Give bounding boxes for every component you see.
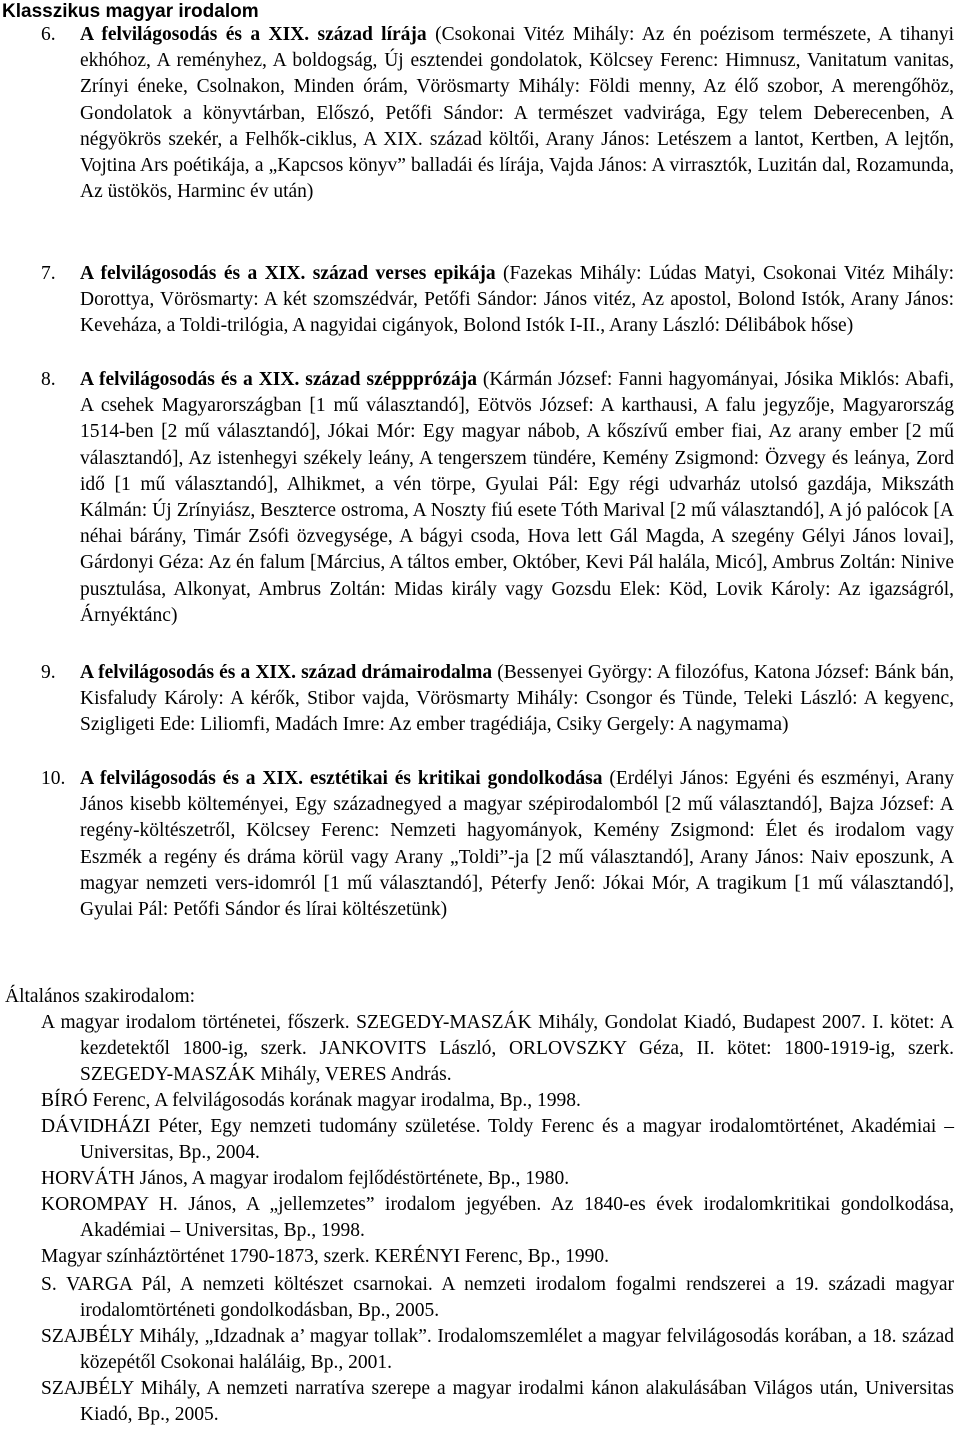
item-body — [80, 367, 954, 629]
reference-entry: SZAJBÉLY Mihály, „Idzadnak a’ magyar tollak”. Irodalomszemlélet a magyar felvilágosodás korában, a 18. század közepétől Csokonai haláláig, Bp., 2001. — [41, 1326, 954, 1374]
list-item — [41, 261, 954, 340]
reference-entry: SZAJBÉLY Mihály, A nemzeti narratíva szerepe a magyar irodalmi kánon alakulásában Világos után, Universitas Kiadó, Bp., 2005. — [41, 1378, 954, 1426]
reference-entry: BÍRÓ Ferenc, A felvilágosodás korának magyar irodalma, Bp., 1998. — [41, 1090, 581, 1111]
list-item — [41, 766, 954, 923]
reference-entry: KOROMPAY H. János, A „jellemzetes” irodalom jegyében. Az 1840-es évek irodalomkritikai gondolkodása, Akadémiai – Universitas, Bp., 1998. — [41, 1194, 954, 1242]
item-heading: A felvilágosodás és a XIX. század széppprózája — [80, 369, 477, 390]
list-item — [41, 22, 954, 205]
item-number: 8. — [41, 369, 56, 390]
item-number: 9. — [41, 662, 56, 683]
list-item — [41, 660, 954, 739]
reference-entry: DÁVIDHÁZI Péter, Egy nemzeti tudomány születése. Toldy Ferenc és a magyar irodalomtörténet, Akadémiai – Universitas, Bp., 2004. — [41, 1116, 954, 1164]
item-body — [80, 261, 954, 340]
item-heading: A felvilágosodás és a XIX. esztétikai és kritikai gondolkodása — [80, 768, 603, 789]
list-item — [41, 367, 954, 629]
item-text: (Csokonai Vitéz Mihály: Az én poézisom természete, A tihanyi ekhóhoz, A reményhez, A boldogság, Új esztendei gondolatok, Kölcsey Ferenc: Himnusz, Vanitatum vanitas, Zrínyi éneke, Csolnakon, Minden órám, Vörösmarty Mihály: Földi menny, Az élő szobor, A merengőhöz, Gondolatok a könyvtárban, Előszó, Petőfi Sándor: A természet vadvirága, Egy telem Deberecenben, A négyökrös szekér, a Felhők-ciklus, A XIX. század költői, Arany János: Letészem a lantot, Kertben, A lejtőn, Vojtina Ars poétikája, a „Kapcsos könyv” balladái és lírája, Vajda János: A virrasztók, Luzitán dal, Rozamunda, Az üstökös, Harminc év után) — [80, 24, 954, 203]
document-title: Klasszikus magyar irodalom — [2, 1, 259, 22]
item-heading: A felvilágosodás és a XIX. század drámairodalma — [80, 662, 493, 683]
item-number: 10. — [41, 768, 66, 789]
reference-entry: A magyar irodalom történetei, főszerk. SZEGEDY-MASZÁK Mihály, Gondolat Kiadó, Budapest 2007. I. kötet: A kezdetektől 1800-ig, szerk. JANKOVITS László, ORLOVSZKY Géza, II. kötet: 1800-1919-ig, szerk. SZEGEDY-MASZÁK Mihály, VERES András. — [41, 1012, 954, 1086]
item-body — [80, 766, 954, 923]
item-number: 7. — [41, 263, 56, 284]
item-number: 6. — [41, 24, 56, 45]
item-text: (Kármán József: Fanni hagyományai, Jósika Miklós: Abafi, A csehek Magyarországban [1 mű választandó], Eötvös József: A karthausi, A falu jegyzője, Magyarország 1514-ben [2 mű választandó], Jókai Mór: Egy magyar nábob, A kőszívű ember fiai, Az arany ember [2 mű választandó], Az istenhegyi székely leány, A tengerszem tündére, Kemény Zsigmond: Özvegy és leánya, Zord idő [1 mű választandó], Alhikmet, a vén törpe, Gyulai Pál: Egy régi udvarház utolsó gazdája, Mikszáth Kálmán: Új Zrínyiász, Beszterce ostroma, A Noszty fiú esete Tóth Marival [2 mű választandó], A jó palócok [A néhai bárány, Timár Zsófi özvegysége, A bágyi csoda, Hova lett Gál Magda, A szegény Gélyi János lovai], Gárdonyi Géza: Az én falum [Március, A táltos ember, Október, Kevi Pál halála, Micó], Ambrus Zoltán: Ninive pusztulása, Alkonyat, Ambrus Zoltán: Midas király vagy Gozsdu Elek: Köd, Lovik Károly: Az igazságról, Árnyéktánc) — [80, 369, 954, 626]
item-body — [80, 22, 954, 205]
reference-entry: HORVÁTH János, A magyar irodalom fejlődéstörténete, Bp., 1980. — [41, 1168, 570, 1189]
item-text: (Bessenyei György: A filozófus, Katona József: Bánk bán, Kisfaludy Károly: A kérők, Stibor vajda, Vörösmarty Mihály: Csongor és Tünde, Teleki László: A kegyenc, Szigligeti Ede: Liliomfi, Madách Imre: Az ember tragédiája, Csiky Gergely: A nagymama) — [80, 662, 954, 736]
item-heading: A felvilágosodás és a XIX. század verses epikája — [80, 263, 496, 284]
item-heading: A felvilágosodás és a XIX. század lírája — [80, 24, 427, 45]
item-text: (Fazekas Mihály: Lúdas Matyi, Csokonai Vitéz Mihály: Dorottya, Vörösmarty: A két szomszédvár, Petőfi Sándor: János vitéz, Az apostol, Bolond Istók, Arany János: Keveháza, a Toldi-trilógia, A nagyidai cigányok, Bolond Istók I-II., Arany László: Délibábok hőse) — [80, 263, 954, 337]
item-text: (Erdélyi János: Egyéni és eszményi, Arany János kisebb költeményei, Egy századnegyed a magyar szépirodalomból [2 mű választandó], Bajza József: A regény-költészetről, Kölcsey Ferenc: Nemzeti hagyományok, Kemény Zsigmond: Élet és irodalom vagy Eszmék a regény és dráma körül vagy Arany „Toldi”-ja [2 mű választandó], Arany János: Naiv eposzunk, A magyar nemzeti vers-idomról [1 mű választandó], Péterfy Jenő: Jókai Mór, A tragikum [1 mű választandó], Gyulai Pál: Petőfi Sándor és lírai költészetünk) — [80, 768, 954, 921]
reference-entry: S. VARGA Pál, A nemzeti költészet csarnokai. A nemzeti irodalom fogalmi rendszerei a 19. századi magyar irodalomtörténeti gondolkodásban, Bp., 2005. — [41, 1274, 954, 1322]
item-body — [80, 660, 954, 739]
reference-entry: Magyar színháztörténet 1790-1873, szerk. KERÉNYI Ferenc, Bp., 1990. — [41, 1246, 610, 1267]
literature-heading: Általános szakirodalom: — [5, 986, 196, 1007]
